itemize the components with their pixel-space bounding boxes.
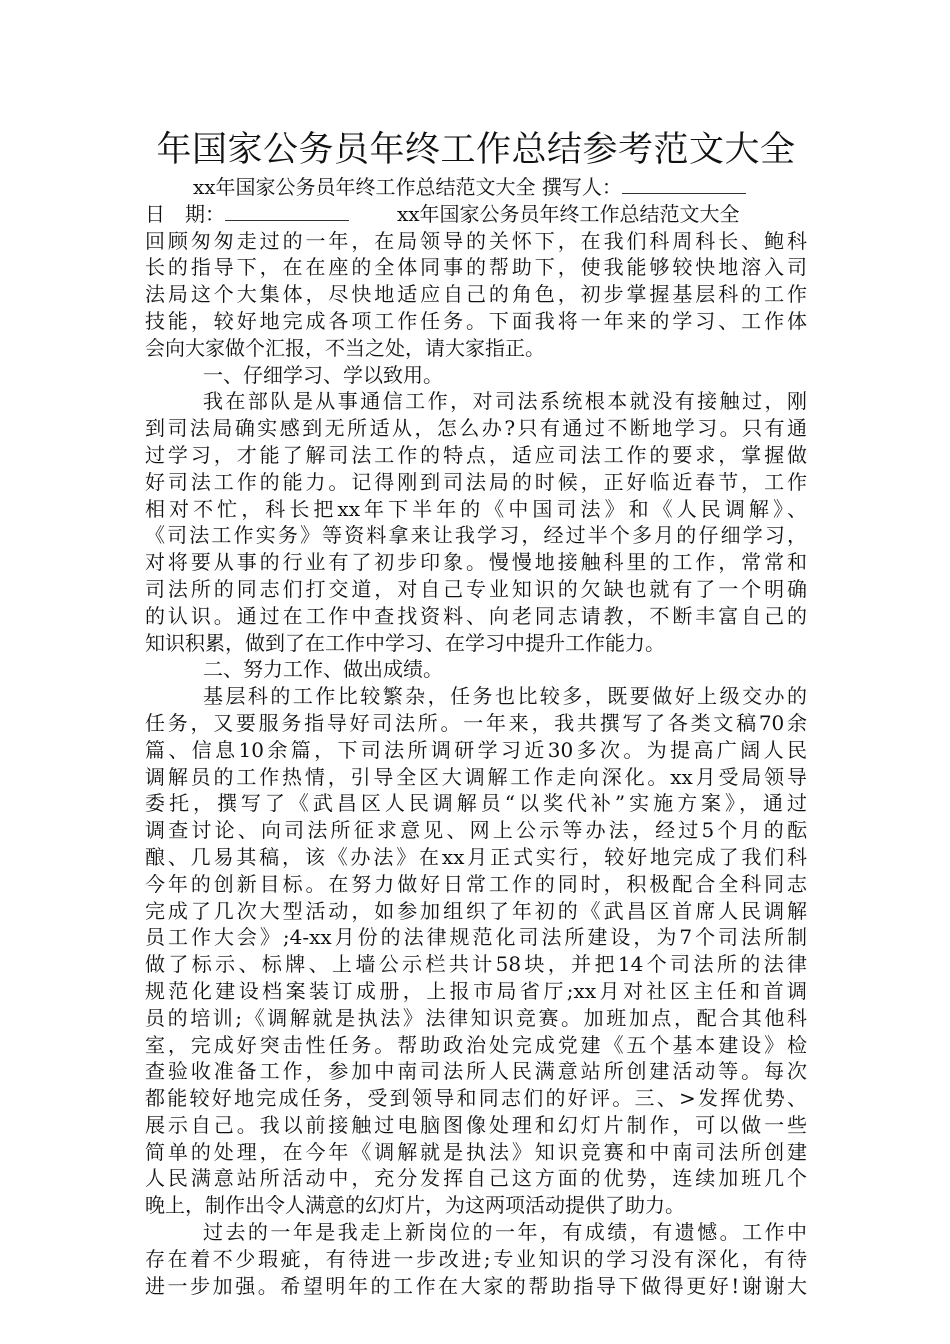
body-line: 过去的一年是我走上新岗位的一年，有成绩，有遗憾。工作中: [203, 1220, 807, 1245]
document-title: 年国家公务员年终工作总结参考范文大全: [156, 130, 796, 170]
body-line: 调解员的工作热情，引导全区大调解工作走向深化。xx月受局领导: [145, 764, 807, 789]
body-line: 员的培训;《调解就是执法》法律知识竞赛。加班加点，配合其他科: [145, 1005, 807, 1030]
body-line: 相对不忙，科长把xx年下半年的《中国司法》和《人民调解》、: [145, 496, 807, 521]
body-line: 都能较好地完成任务，受到领导和同志们的好评。三、>发挥优势、: [145, 1086, 807, 1111]
body-line: 《司法工作实务》等资料拿来让我学习，经过半个多月的仔细学习，: [145, 523, 807, 548]
body-line: 的认识。通过在工作中查找资料、向老同志请教，不断丰富自己的: [145, 603, 807, 628]
body-line: 晚上，制作出令人满意的幻灯片，为这两项活动提供了助力。: [145, 1193, 685, 1218]
body-line: 查验收准备工作，参加中南司法所人民满意站所创建活动等。每次: [145, 1059, 807, 1084]
body-line: 回顾匆匆走过的一年，在局领导的关怀下，在我们科周科长、鲍科: [145, 228, 807, 253]
body-line: 一、仔细学习、学以致用。: [203, 362, 443, 387]
body-line: 完成了几次大型活动，如参加组织了年初的《武昌区首席人民调解: [145, 898, 807, 923]
body-line: 规范化建设档案装订成册，上报市局省厅;xx月对社区主任和首调: [145, 978, 807, 1003]
body-line: 过学习，才能了解司法工作的特点，适应司法工作的要求，掌握做: [145, 442, 807, 467]
body-line: 对将要从事的行业有了初步印象。慢慢地接触科里的工作，常常和: [145, 550, 807, 575]
body-line: 基层科的工作比较繁杂，任务也比较多，既要做好上级交办的: [203, 684, 807, 709]
body-line: 调查讨论、向司法所征求意见、网上公示等办法，经过5个月的酝: [145, 818, 807, 843]
body-line: 做了标示、标牌、上墙公示栏共计58块，并把14个司法所的法律: [145, 952, 807, 977]
body-line: 简单的处理，在今年《调解就是执法》知识竞赛和中南司法所创建: [145, 1139, 807, 1164]
body-line: 员工作大会》;4-xx月份的法律规范化司法所建设，为7个司法所制: [145, 925, 807, 950]
body-line: 展示自己。我以前接触过电脑图像处理和幻灯片制作，可以做一些: [145, 1112, 807, 1137]
header-line-2: [145, 201, 807, 228]
header-line2-text: xx年国家公务员年终工作总结范文大全: [397, 201, 740, 226]
document-page: [145, 128, 807, 1299]
body-line: 任务，又要服务指导好司法所。一年来，我共撰写了各类文稿70余: [145, 710, 807, 735]
document-body: [145, 228, 807, 1300]
body-line: 人民满意站所活动中，充分发挥自己这方面的优势，连续加班几个: [145, 1166, 807, 1191]
header-line1-text: xx年国家公务员年终工作总结范文大全 撰写人：: [193, 175, 622, 199]
body-line: 今年的创新目标。在努力做好日常工作的同时，积极配合全科同志: [145, 871, 807, 896]
body-line: 技能，较好地完成各项工作任务。下面我将一年来的学习、工作体: [145, 308, 807, 333]
body-line: 我在部队是从事通信工作，对司法系统根本就没有接触过，刚: [203, 389, 807, 414]
date-label: 日 期：: [145, 201, 225, 226]
body-line: 到司法局确实感到无所适从，怎么办?只有通过不断地学习。只有通: [145, 416, 807, 441]
body-line: 进一步加强。希望明年的工作在大家的帮助指导下做得更好!谢谢大: [145, 1273, 807, 1298]
body-line: 好司法工作的能力。记得刚到司法局的时候，正好临近春节，工作: [145, 469, 807, 494]
body-line: 存在着不少瑕疵，有待进一步改进;专业知识的学习没有深化，有待: [145, 1246, 807, 1271]
body-line: 法局这个大集体，尽快地适应自己的角色，初步掌握基层科的工作: [145, 282, 807, 307]
body-line: 室，完成好突击性任务。帮助政治处完成党建《五个基本建设》检: [145, 1032, 807, 1057]
body-line: 二、努力工作、做出成绩。: [203, 657, 443, 682]
body-line: 会向大家做个汇报，不当之处，请大家指正。: [145, 335, 545, 360]
body-line: 酿、几易其稿，该《办法》在xx月正式实行，较好地完成了我们科: [145, 844, 807, 869]
body-line: 司法所的同志们打交道，对自己专业知识的欠缺也就有了一个明确: [145, 576, 807, 601]
header-line-1: [145, 174, 807, 201]
body-line: 委托，撰写了《武昌区人民调解员“以奖代补”实施方案》，通过: [145, 791, 807, 816]
body-line: 知识积累，做到了在工作中学习、在学习中提升工作能力。: [145, 630, 665, 655]
date-blank: [225, 202, 349, 221]
body-line: 篇、信息10余篇，下司法所调研学习近30多次。为提高广阔人民: [145, 737, 807, 762]
author-blank: [622, 175, 746, 194]
body-line: 长的指导下，在在座的全体同事的帮助下，使我能够较快地溶入司: [145, 255, 807, 280]
